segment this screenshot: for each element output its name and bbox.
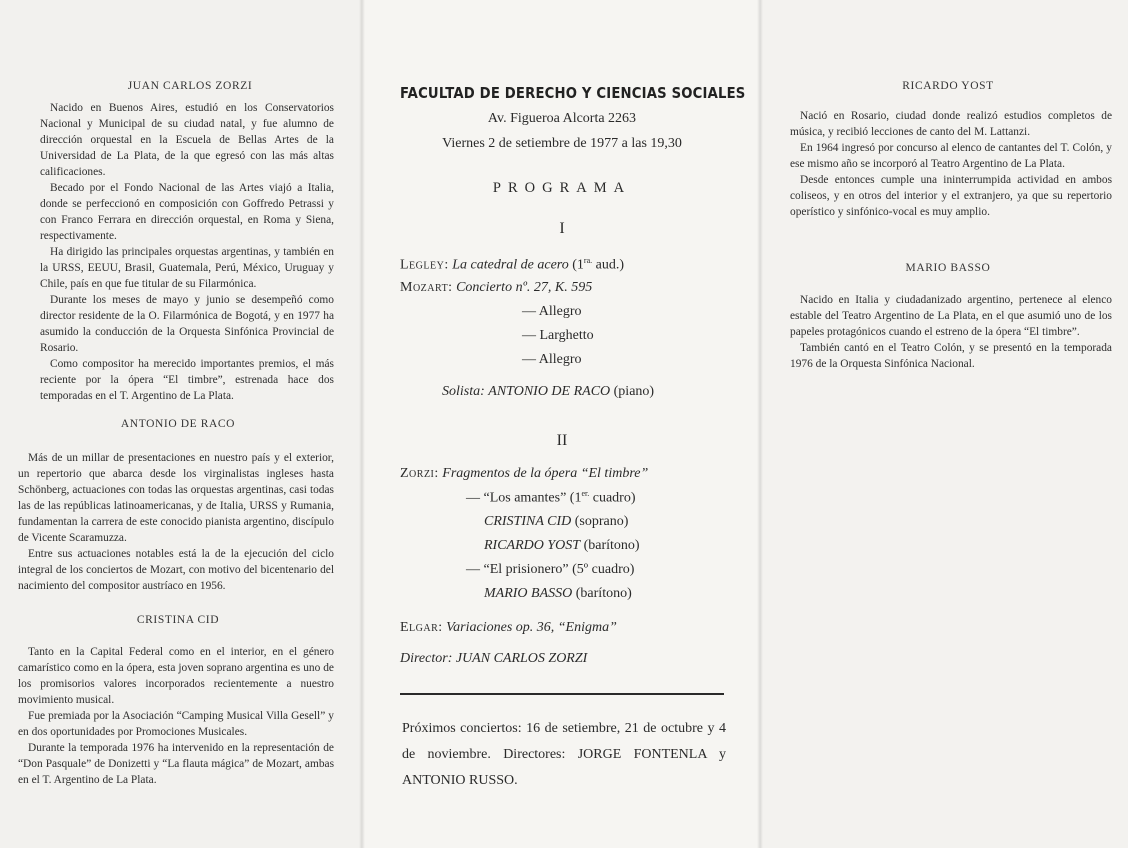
bio-title-yost: RICARDO YOST (902, 80, 994, 92)
program-item-mozart (400, 280, 592, 296)
bio-paragraph: Entre sus actuaciones notables está la de la ejecución del ciclo integral de los conciertos de Mozart, con motivo del bicentenario del nacimiento del compositor austríaco en 1956. (18, 548, 334, 592)
bio-paragraph: Nacido en Italia y ciudadanizado argentino, pertenece al elenco estable del Teatro Argentino de La Plata, en el que asumió uno de los papeles protagónicos cuando el estreno de la ópera “El timbre”. (790, 294, 1112, 338)
singer-line (484, 586, 632, 602)
bio-title-zorzi: JUAN CARLOS ZORZI (127, 80, 253, 92)
scene-el-prisionero: — “El prisionero” (5º cuadro) (466, 562, 635, 577)
page-fold (757, 0, 763, 848)
singer-voice: (soprano) (574, 514, 629, 529)
bio-paragraph: Durante la temporada 1976 ha intervenido en la representación de “Don Pasquale” de Donizetti y “La flauta mágica” de Mozart, ambas en el T. Argentino de La Plata. (18, 742, 334, 786)
bio-paragraph: Durante los meses de mayo y junio se desempeñó como director residente de la O. Filarmónica de Bogotá, y en 1977 ha asumido la conducción de la Orquesta Sinfónica Provincial de Rosario. (40, 294, 334, 354)
work-title: Variaciones op. 36, “Enigma” (446, 620, 617, 635)
bio-paragraph: Como compositor ha merecido importantes premios, el más reciente por la ópera “El timbre”, estrenada hace dos temporadas en el T. Argentino de La Plata. (40, 358, 334, 402)
singer-name: CRISTINA CID (484, 514, 572, 529)
bio-paragraph: También cantó en el Teatro Colón, y se presentó en la temporada 1976 de la Orquesta Sinfónica Nacional. (790, 342, 1112, 370)
work-title: Concierto nº. 27, K. 595 (456, 280, 593, 295)
scene-los-amantes (466, 489, 636, 507)
director-label: Director: (400, 651, 453, 666)
part-two-numeral: II (556, 432, 568, 449)
bio-paragraph: Nació en Rosario, ciudad donde realizó estudios completos de música, y recibió lecciones de canto del M. Lattanzi. (790, 110, 1112, 138)
bio-title-cid: CRISTINA CID (136, 614, 220, 626)
bio-paragraph: Becado por el Fondo Nacional de las Artes viajó a Italia, donde se perfeccionó en composición con Goffredo Petrassi y con Franco Ferrara en dirección orquestal, en Roma y Siena, respectivamente. (40, 182, 334, 242)
composer-name: Mozart: (400, 280, 453, 295)
singer-voice: (barítono) (575, 586, 632, 601)
concert-date: Viernes 2 de setiembre de 1977 a las 19,30 (442, 136, 682, 151)
venue-address: Av. Figueroa Alcorta 2263 (487, 111, 637, 126)
movement-larghetto: — Larghetto (522, 328, 594, 343)
program-item-elgar (400, 620, 617, 636)
composer-name: Legley: (400, 257, 449, 273)
bio-text-zorzi (40, 100, 334, 404)
bio-paragraph: Nacido en Buenos Aires, estudió en los Conservatorios Nacional y Municipal de su ciudad natal, y fue alumno de dirección orquestal en la Escuela de Bellas Artes de la Universidad de La Plata, de la que egresó con las más altas calificaciones. (40, 102, 334, 178)
program-item-zorzi (400, 466, 648, 482)
bio-text-yost (790, 108, 1112, 220)
bio-title-basso: MARIO BASSO (905, 262, 991, 274)
work-note-sup: ra. (583, 256, 593, 265)
work-note: (1 (572, 257, 584, 273)
soloist-label: Solista: (442, 384, 485, 399)
bio-text-cid (18, 644, 334, 788)
composer-name: Elgar: (400, 620, 443, 635)
composer-name: Zorzi: (400, 466, 439, 481)
divider-rule (400, 693, 724, 695)
bio-paragraph: Desde entonces cumple una ininterrumpida actividad en ambos coliseos, y en otros del interior y el extranjero, ya que su repertorio operístico y sinfónico-vocal es muy amplio. (790, 174, 1112, 218)
page-fold (359, 0, 365, 848)
singer-line (484, 538, 640, 554)
bio-paragraph: Más de un millar de presentaciones en nuestro país y el exterior, un repertorio que abarca desde los virginalistas ingleses hasta Schönberg, actuaciones con todas las orquestas argentinas, casi todas las de las repúblicas latinoamericanas, y de Italia, URSS y Rumania, fundamentan la carrera de este conocido pianista argentino, discípulo de Vicente Scaramuzza. (18, 452, 334, 544)
bio-paragraph: En 1964 ingresó por concurso al elenco de cantantes del T. Colón, y ese mismo año se incorporó al Teatro Argentino de La Plata. (790, 142, 1112, 170)
programa-heading: PROGRAMA (492, 180, 632, 196)
bio-paragraph: Fue premiada por la Asociación “Camping Musical Villa Gesell” y en dos oportunidades por Promociones Musicales. (18, 710, 334, 738)
movement-allegro-final: — Allegro (522, 352, 582, 367)
soloist-line (442, 384, 654, 400)
soloist-name: ANTONIO DE RACO (488, 384, 611, 399)
bio-text-basso (790, 292, 1112, 372)
singer-line (484, 514, 628, 530)
work-title: Fragmentos de la ópera “El timbre” (442, 466, 649, 481)
part-one-numeral: I (559, 220, 565, 237)
bio-title-deraco: ANTONIO DE RACO (120, 418, 236, 430)
scene-sup: er. (581, 489, 590, 498)
scene-end: cuadro) (592, 490, 636, 506)
movement-allegro: — Allegro (522, 304, 582, 319)
director-line (400, 651, 587, 667)
director-name: JUAN CARLOS ZORZI (455, 651, 588, 666)
faculty-title: FACULTAD DE DERECHO Y CIENCIAS SOCIALES (400, 84, 746, 102)
scene-title: — “Los amantes” (1 (466, 490, 582, 506)
bio-paragraph: Ha dirigido las principales orquestas argentinas, y también en la URSS, EEUU, Brasil, Guatemala, Perú, México, Uruguay y Chile, país en que fue titular de su Filarmónica. (40, 246, 334, 290)
soloist-instrument: (piano) (613, 384, 655, 399)
bio-text-deraco (18, 450, 334, 594)
singer-name: RICARDO YOST (484, 538, 581, 553)
work-note-end: aud.) (595, 257, 625, 273)
singer-voice: (barítono) (583, 538, 640, 553)
bio-paragraph: Tanto en la Capital Federal como en el interior, en el género camarístico como en la ópera, esta joven soprano argentina es uno de los promisorios valores incorporados recientemente a nuestro movimiento musical. (18, 646, 334, 706)
program-item-legley (400, 256, 624, 274)
singer-name: MARIO BASSO (484, 586, 573, 601)
upcoming-concerts: Próximos conciertos: 16 de setiembre, 21 de octubre y 4 de noviembre. Directores: JORGE FONTENLA y ANTONIO RUSSO. (402, 721, 726, 788)
work-title: La catedral de acero (452, 257, 569, 273)
